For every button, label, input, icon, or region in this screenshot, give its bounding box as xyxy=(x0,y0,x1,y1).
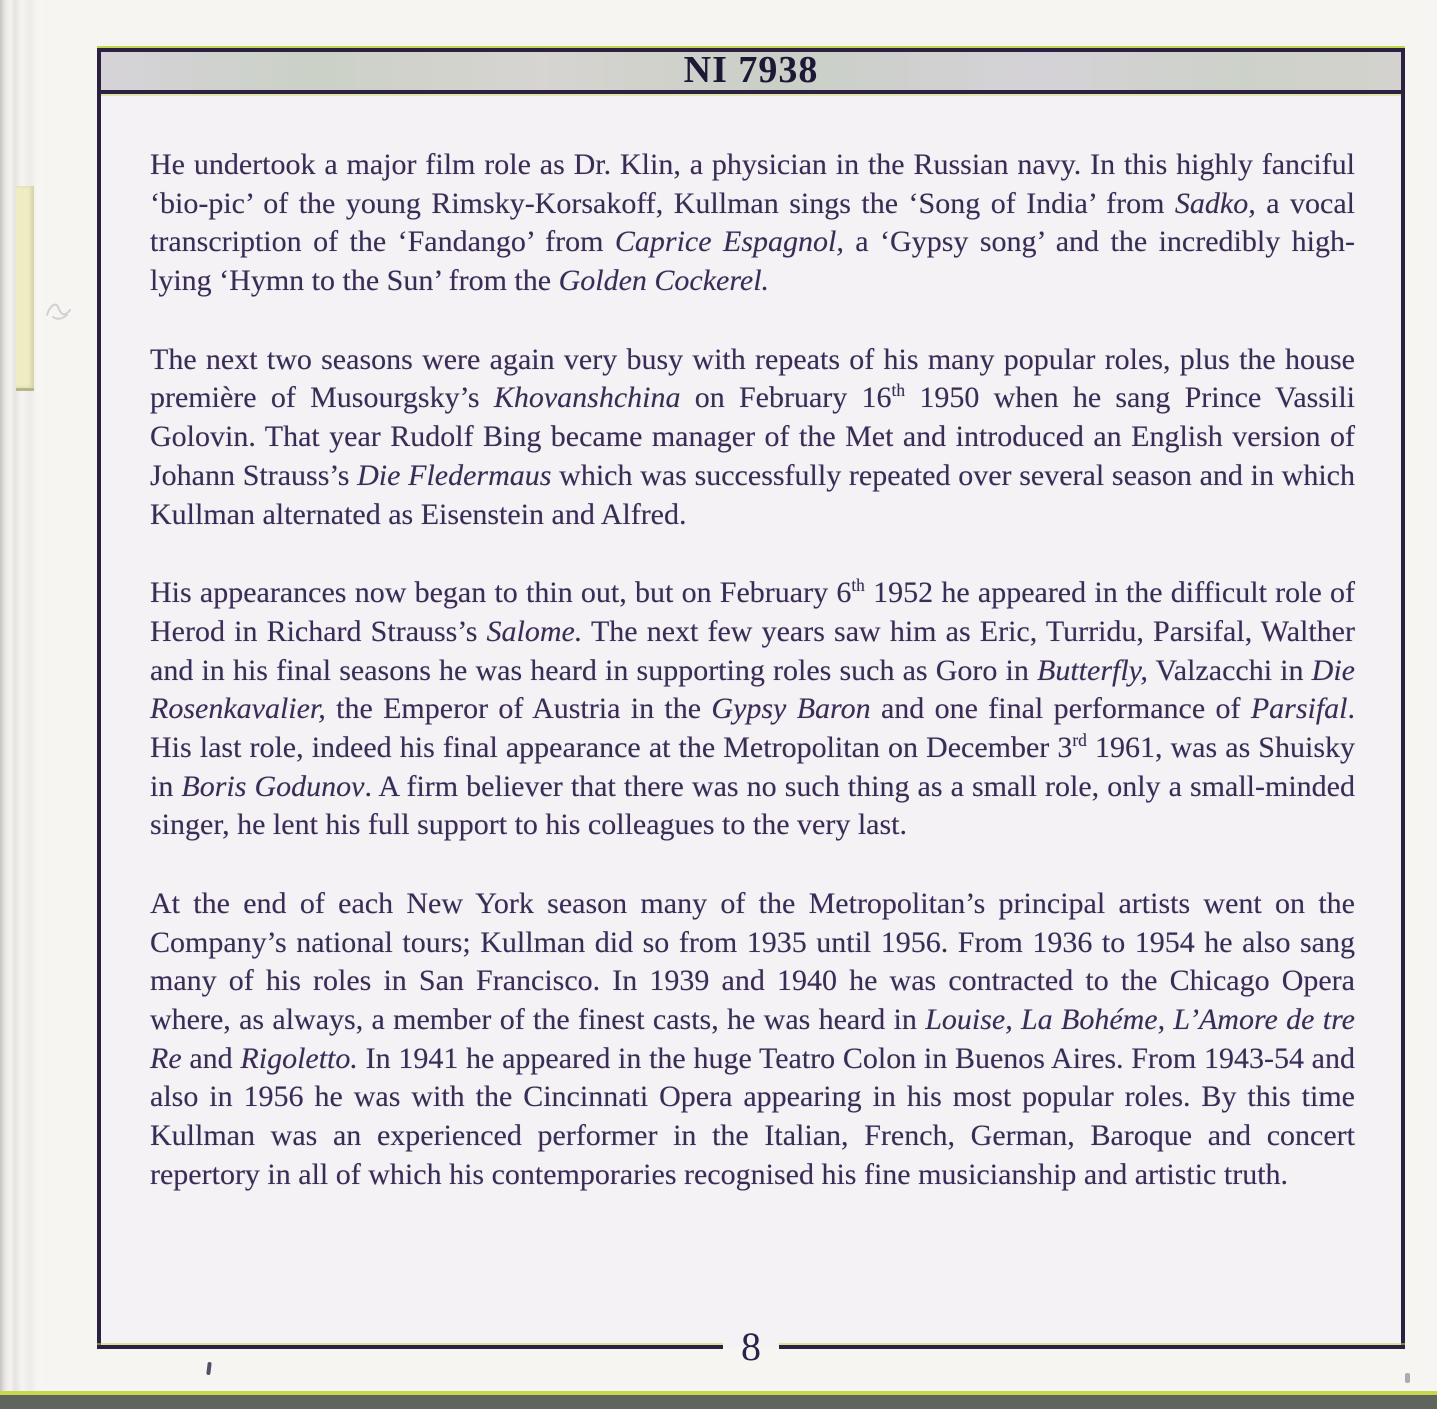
text-segment: on February 16 xyxy=(680,381,892,415)
footer-rule-right xyxy=(779,1345,1405,1349)
text-segment: Golden Cockerel. xyxy=(558,264,770,298)
text-segment: In 1941 he appeared in the huge Teatro Colon in Buenos Aires. From 1943-54 and also in 1956 he was with the Cincinnati Opera appearing in his most popular roles. By this time Kullman was an experienced performer in the Italian, French, German, Baroque and concert repertory in all of which his contemporaries recognised his fine musicianship and artistic truth. xyxy=(150,1041,1355,1191)
text-segment: th xyxy=(851,575,865,596)
text-segment: His appearances now began to thin out, but on February 6 xyxy=(150,576,852,610)
text-segment: . A firm believer that there was no such thing as a small role, only a small-minded singer, he lent his full support to his colleagues to the very last. xyxy=(150,769,1355,842)
text-segment: The next few years saw him as Eric, Turridu, Parsifal, Walther and in his final seasons he was heard in supporting roles such as Goro in xyxy=(150,614,1355,687)
text-segment: 1952 he appeared in the difficult role of Herod in Richard Strauss’s xyxy=(150,576,1355,648)
paragraph xyxy=(150,885,1355,1195)
text-segment: Louise, La Bohéme, L’Amore de tre Re xyxy=(150,1003,1355,1075)
text-segment: Valzacchi in xyxy=(1147,653,1312,687)
text-segment: Salome. xyxy=(486,614,583,648)
text-segment: At the end of each New York season many of the Metropolitan’s principal artists went on the Company’s national tours; Kullman did so from 1935 until 1956. From 1936 to 1954 he also sang many of his roles in San Francisco. In 1939 and 1940 he was contracted to the Chicago Opera where, as always, a member of the finest casts, he was heard in xyxy=(150,887,1355,1037)
text-segment: He undertook a major film role as Dr. Klin, a physician in the Russian navy. In this highly fanciful ‘bio-pic’ of the young Rimsky-Korsakoff, Kullman sings the ‘Song of India’ from xyxy=(150,148,1355,220)
body-text xyxy=(101,94,1401,1347)
tape-fragment xyxy=(16,186,34,391)
text-segment: rd xyxy=(1072,729,1087,750)
text-segment: Gypsy Baron xyxy=(711,692,871,726)
text-segment: a ‘Gypsy song’ and the incredibly high-lying ‘Hymn to the Sun’ from the xyxy=(150,225,1355,298)
header-band xyxy=(101,49,1401,94)
paragraph xyxy=(150,146,1355,301)
paragraph xyxy=(150,341,1355,534)
pencil-squiggle-icon xyxy=(44,296,78,324)
text-segment: a vocal transcription of the ‘Fandango’ from xyxy=(150,186,1355,259)
footer-rule-left xyxy=(97,1345,723,1349)
text-segment: and one final performance of xyxy=(870,692,1251,726)
text-segment: the Emperor of Austria in the xyxy=(325,692,712,726)
text-segment: The next two seasons were again very busy with repeats of his many popular roles, plus the house première of Musourgsky’s xyxy=(150,342,1355,415)
text-segment: th xyxy=(891,380,906,401)
text-segment: 1950 when he sang Prince Vassili Golovin. That year Rudolf Bing became manager of the Met and introduced an English version of Johann Strauss’s xyxy=(150,381,1355,492)
text-segment: 1961, was as Shuisky in xyxy=(150,730,1356,803)
page-frame xyxy=(97,48,1405,1369)
text-segment: Sadko, xyxy=(1174,186,1256,220)
text-segment: Die Rosenkavalier, xyxy=(150,653,1355,726)
text-segment: Rigoletto. xyxy=(240,1041,358,1075)
text-segment: which was successfully repeated over several season and in which Kullman alternated as Eisenstein and Alfred. xyxy=(150,458,1355,531)
text-segment: Caprice Espagnol, xyxy=(614,225,844,259)
paragraph xyxy=(150,574,1355,845)
text-segment: Khovanshchina xyxy=(493,381,681,415)
text-segment: Butterfly, xyxy=(1037,653,1148,687)
scan-speck xyxy=(1405,1373,1410,1383)
text-segment: Die Fledermaus xyxy=(357,458,552,492)
footer xyxy=(97,1325,1405,1369)
text-segment: Boris Godunov xyxy=(181,769,365,803)
text-segment: Parsifal xyxy=(1250,692,1348,726)
page-number: 8 xyxy=(741,1324,761,1369)
next-page-edge xyxy=(0,1391,1437,1409)
text-segment: . His last role, indeed his final appearance at the Metropolitan on December 3 xyxy=(150,692,1355,764)
catalog-number: NI 7938 xyxy=(683,49,819,91)
text-segment: and xyxy=(181,1041,241,1075)
